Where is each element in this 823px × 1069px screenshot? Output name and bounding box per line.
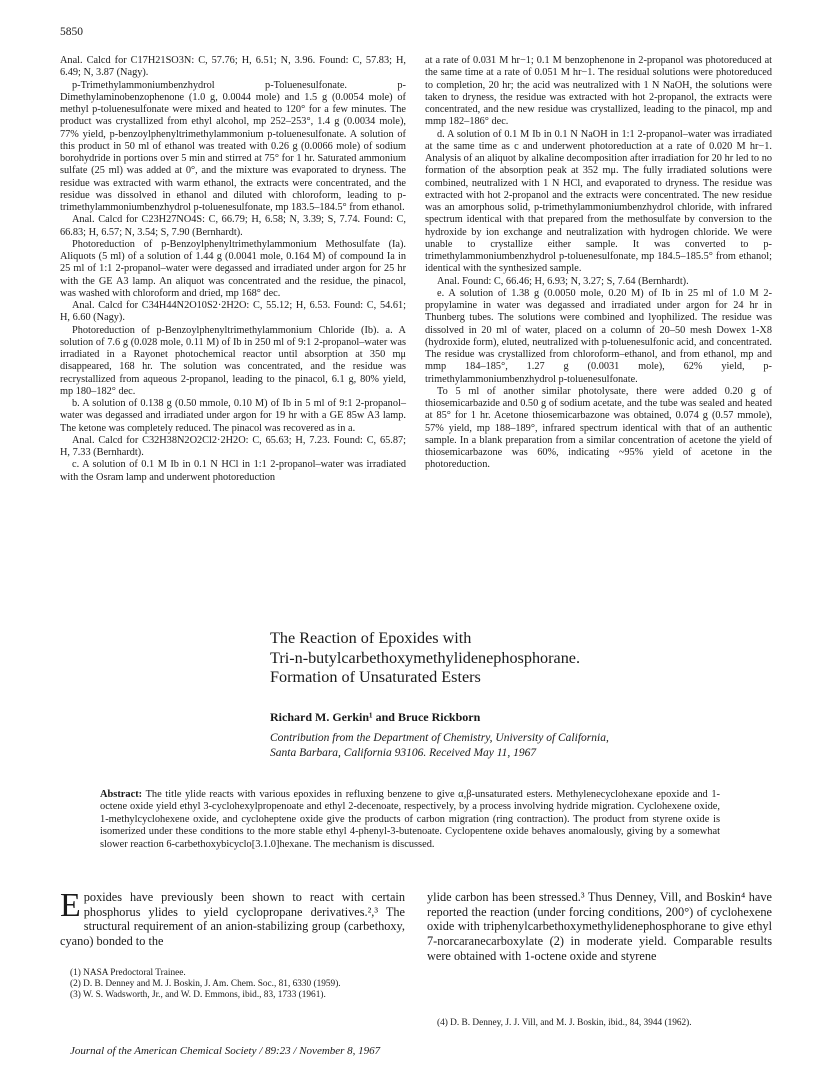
footnotes-right [437, 1018, 772, 1029]
page-number: 5850 [60, 26, 83, 38]
footnotes-left [70, 968, 405, 1001]
experimental-right-column [425, 55, 772, 472]
footnote: (3) W. S. Wadsworth, Jr., and W. D. Emmons, ibid., 83, 1733 (1961). [70, 990, 326, 1000]
left-paragraph: c. A solution of 0.1 M Ib in 0.1 N HCl in 1:1 2-propanol–water was irradiated with the Osram lamp and underwent photoreduction [60, 459, 406, 483]
affiliation-line: Santa Barbara, California 93106. Received May 11, 1967 [270, 747, 537, 759]
abstract-text: The title ylide reacts with various epoxides in refluxing benzene to give α,β-unsaturated esters. Methylenecyclohexane epoxide and 1-octene oxide yield ethyl 3-cyclohexylpropenoate and ethyl 2-decenoate, respectively, by a process involving hydride migration. Cyclohexene oxide, 1-methylcyclohexene oxide, and cycloheptene oxide give the products of carbon migration (ring contraction). The product from styrene oxide is isomerized under these conditions to the more stable ethyl 4-phenyl-3-butenoate. Cyclopentene oxide behaves anomalously, giving by a somewhat slower reaction 6-carbethoxybicyclo[3.1.0]hexane. The mechanism is discussed. [100, 789, 720, 850]
right-paragraph: Anal. Found: C, 66.46; H, 6.93; N, 3.27; S, 7.64 (Bernhardt). [437, 275, 689, 287]
right-paragraph: e. A solution of 1.38 g (0.0050 mole, 0.20 M) of Ib in 25 ml of 1.0 M 2-propylamine in water was degassed and irradiated under argon for 24 hr in Thunberg tubes. The solutions were combined and lyophilized. The residue was dissolved in 20 ml of water, placed on a column of 20–50 mesh Dowex 1-X8 (hydroxide form), eluted, neutralized with p-toluenesulfonic acid, and concentrated. The residue was crystallized from chloroform–ethanol, and from ethanol, mp and mmp 184–185°, 1.27 g (0.0031 mole), 62% yield, p-trimethylammoniumbenzhydrol p-toluenesulfonate. [425, 287, 772, 385]
footnote: (2) D. B. Denney and M. J. Boskin, J. Am. Chem. Soc., 81, 6330 (1959). [70, 979, 341, 989]
left-paragraph: Anal. Calcd for C32H38N2O2Cl2·2H2O: C, 65.63; H, 7.23. Found: C, 65.87; H, 7.33 (Bernhardt). [60, 434, 406, 458]
left-paragraph: Photoreduction of p-Benzoylphenyltrimethylammonium Methosulfate (Ia). Aliquots (5 ml) of a solution of 1.44 g (0.0041 mole, 0.164 M) of compound Ia in 25 ml of 1:1 2-propanol–water were degassed and irradiated under argon for 25 hr with the GE A3 lamp. An aliquot was concentrated and the residue, the pinacol, was washed with chloroform and dried, mp 168° dec. [60, 238, 406, 299]
body-left-text: poxides have previously been shown to react with certain phosphorus ylides to yield cyclopropane derivatives.²,³ The structural requirement of an anion-stabilizing group (carbethoxy, cyano) bonded to the [60, 890, 405, 949]
left-paragraph: Anal. Calcd for C23H27NO4S: C, 66.79; H, 6.58; N, 3.39; S, 7.74. Found: C, 66.83; H, 6.57; N, 3.54; S, 7.90 (Bernhardt). [60, 214, 406, 238]
article-authors: Richard M. Gerkin¹ and Bruce Rickborn [270, 710, 481, 724]
left-paragraph: Anal. Calcd for C34H44N2O10S2·2H2O: C, 55.12; H, 6.53. Found: C, 54.61; H, 6.60 (Nagy). [60, 300, 406, 324]
right-paragraph: To 5 ml of another similar photolysate, there were added 0.20 g of thiosemicarbazide and 0.50 g of sodium acetate, and the tube was sealed and heated at 85° for 1 hr. Acetone thiosemicarbazone was obtained, 0.074 g (0.57 mmole), 57% yield, mp 188–189°, infrared spectrum identical with that of an authentic sample. In a blank preparation from a similar concentration of acetone the yield of thiosemicarbazone was 60%, indicating ~95% yield of acetone in the photoreduction. [425, 385, 772, 471]
right-paragraph: at a rate of 0.031 M hr−1; 0.1 M benzophenone in 2-propanol was photoreduced at the same time at a rate of 0.051 M hr−1. The residual solutions were photoreduced to completion, 20 hr; the acid was neutralized with 1 N NaOH, the solutions were taken to dryness, the residue was extracted with hot 2-propanol, the extracts were concentrated, and the new residue was crystallized, leading to the pinacol, mp and mmp 182–186° dec. [425, 55, 772, 128]
article-title [270, 629, 740, 688]
article-title-line: Formation of Unsaturated Esters [270, 668, 481, 686]
left-paragraph: Photoreduction of p-Benzoylphenyltrimethylammonium Chloride (Ib). a. A solution of 7.6 g (0.028 mole, 0.11 M) of Ib in 250 ml of 9:1 2-propanol–water was irradiated in a Rayonet photochemical reactor until absorption at 350 mμ disappeared, 168 hr. The solution was concentrated, and the residue was recrystallized from aqueous 2-propanol, leading to the pinacol, 6.1 g, 80% yield, mp 180–182° dec. [60, 324, 406, 397]
experimental-left-column [60, 55, 406, 484]
left-paragraph: b. A solution of 0.138 g (0.50 mmole, 0.10 M) of Ib in 5 ml of 9:1 2-propanol–water was degassed and irradiated under argon for 19 hr with a GE 85w A3 lamp. The ketone was completely reduced. The pinacol was recovered as in a. [60, 398, 406, 434]
journal-footer: Journal of the American Chemical Society / 89:23 / November 8, 1967 [70, 1045, 381, 1057]
article-title-line: Tri-n-butylcarbethoxymethylidenephosphorane. [270, 648, 581, 667]
footnote: (1) NASA Predoctoral Trainee. [70, 968, 186, 978]
affiliation-line: Contribution from the Department of Chemistry, University of California, [270, 732, 609, 744]
body-text-left [60, 887, 405, 949]
drop-cap: E [60, 887, 81, 924]
right-paragraph: d. A solution of 0.1 M Ib in 0.1 N NaOH in 1:1 2-propanol–water was irradiated at the same time as c and underwent photoreduction at a rate of 0.020 M hr−1. Analysis of an aliquot by alkaline decomposition after irradiation for 20 hr led to no formation of the absorption peak at 352 mμ. The fully irradiated solutions were combined, neutralized with 1 N HCl, and evaporated to dryness. The residue was extracted with hot 2-propanol and the extracts were concentrated. The new residue was an amorphous solid, p-trimethylammoniumbenzhydrol chloride, with infrared spectrum identical with that prepared from the methosulfate by conversion to the hydroxide by ion exchange and neutralization with hydrogen chloride. We were unable to crystallize either sample. It was converted to p-trimethylammoniumbenzhydrol p-toluenesulfonate, mp 184.5–185.5° from ethanol; identical with the synthesized sample. [425, 128, 772, 275]
abstract-label: Abstract: [100, 789, 143, 800]
left-paragraph: Anal. Calcd for C17H21SO3N: C, 57.76; H, 6.51; N, 3.96. Found: C, 57.83; H, 6.49; N, 3.87 (Nagy). [60, 55, 406, 79]
body-text-right: ylide carbon has been stressed.³ Thus Denney, Vill, and Boskin⁴ have reported the reaction (under forcing conditions, 200°) of cyclohexene oxide with triphenylcarbethoxymethylidenephosphorane to give ethyl 7-norcaranecarboxylate (2) in moderate yield. Comparable results were obtained with 1-octene oxide and styrene [427, 890, 772, 963]
left-paragraph: p-Trimethylammoniumbenzhydrol p-Toluenesulfonate. p-Dimethylaminobenzophenone (1.0 g, 0.0044 mole) and 1.5 g (0.0054 mole) of methyl p-toluenesulfonate were mixed and heated to 120° for a few minutes. The product was crystallized from ethyl alcohol, mp 252–253°, 1.4 g (0.0034 mole), 77% yield, p-benzoylphenyltrimethylammonium p-toluenesulfonate. A solution of this product in 50 ml of ethanol was treated with 0.26 g (0.0066 mole) of sodium borohydride in portions over 5 min and stirred at 75° for 1 hr. Saturated ammonium sulfate (25 ml) was added at 0°, and the mixture was evaporated to dryness. The residue was extracted with warm ethanol, the extracts were concentrated, and the residue was dissolved in ethanol and diluted with chloroform, leading to p-trimethylammoniumbenzhydrol p-toluenesulfonate, mp 183.5–184.5° from ethanol. [60, 79, 406, 213]
footnote: (4) D. B. Denney, J. J. Vill, and M. J. Boskin, ibid., 84, 3944 (1962). [437, 1018, 692, 1028]
article-abstract [100, 789, 720, 851]
article-title-line: The Reaction of Epoxides with [270, 629, 472, 647]
article-affiliation [270, 731, 750, 761]
